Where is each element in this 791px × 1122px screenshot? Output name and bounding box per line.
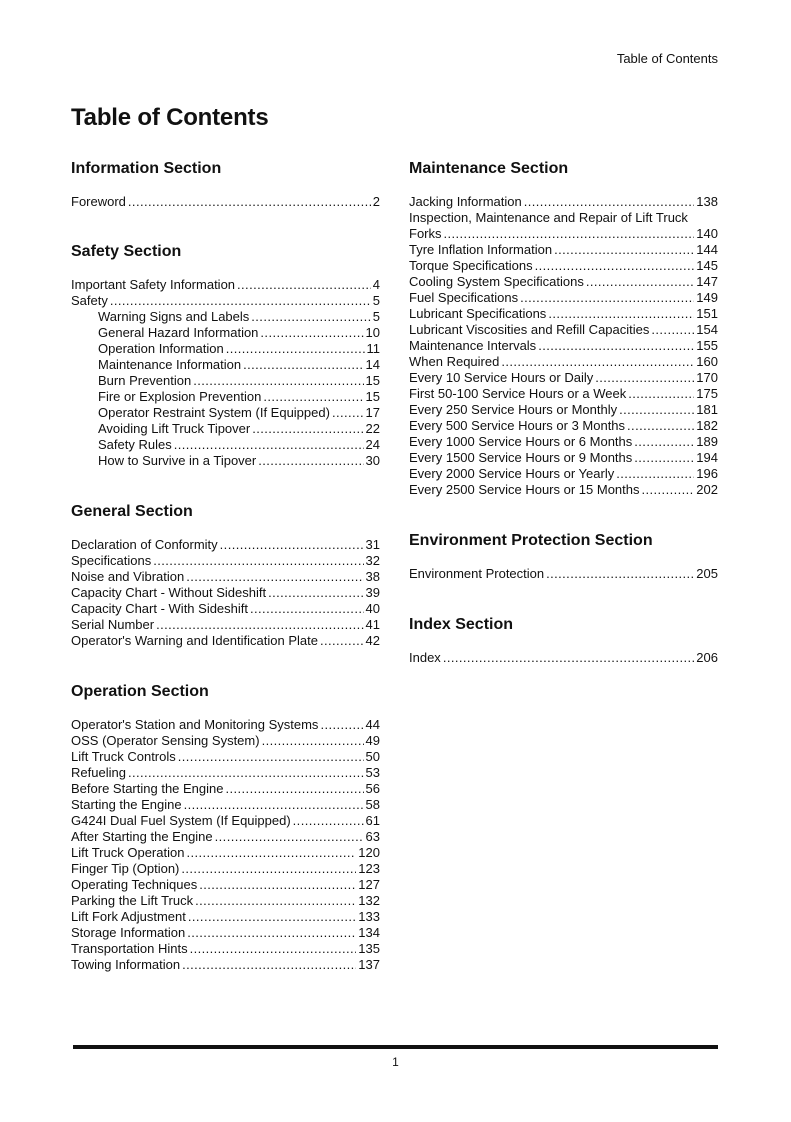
toc-entry-label: Torque Specifications — [409, 258, 533, 273]
toc-entry-page: 58 — [365, 797, 380, 812]
toc-entry-label: Every 1000 Service Hours or 6 Months — [409, 434, 633, 449]
toc-entry-page: 22 — [365, 421, 380, 436]
toc-entry-list — [71, 194, 380, 210]
dot-leader — [443, 650, 694, 666]
toc-entry[interactable] — [71, 941, 380, 957]
toc-entry-label: Serial Number — [71, 617, 155, 632]
section-spacer — [71, 469, 380, 502]
toc-entry-list — [409, 650, 718, 666]
dot-leader — [546, 566, 694, 582]
toc-entry-label: Maintenance Information — [98, 357, 242, 372]
toc-entry[interactable] — [409, 322, 718, 338]
toc-entry[interactable] — [409, 242, 718, 258]
section-heading: Safety Section — [71, 243, 182, 260]
toc-entry-page: 30 — [365, 453, 380, 468]
toc-entry-label: Every 500 Service Hours or 3 Months — [409, 418, 626, 433]
toc-entry[interactable] — [71, 405, 380, 421]
toc-entry-label: Capacity Chart - With Sideshift — [71, 601, 249, 616]
dot-leader — [444, 226, 695, 242]
toc-entry[interactable] — [409, 402, 718, 418]
toc-entry[interactable] — [409, 370, 718, 386]
toc-entry[interactable] — [71, 829, 380, 845]
dot-leader — [595, 370, 694, 386]
toc-section-safety-section — [71, 242, 380, 469]
toc-entry[interactable] — [71, 569, 380, 585]
toc-entry-label: Every 1500 Service Hours or 9 Months — [409, 450, 633, 465]
toc-entry[interactable] — [71, 341, 380, 357]
toc-entry-label: Foreword — [71, 194, 126, 209]
toc-entry-page: 137 — [358, 957, 380, 972]
toc-entry[interactable] — [71, 357, 380, 373]
toc-entry[interactable] — [71, 453, 380, 469]
footer-rule — [73, 1045, 718, 1049]
dot-leader — [156, 617, 363, 633]
toc-entry-label: Lift Fork Adjustment — [71, 909, 186, 924]
dot-leader — [619, 402, 694, 418]
toc-entry[interactable] — [71, 437, 380, 453]
toc-entry-page: 56 — [365, 781, 380, 796]
toc-entry[interactable] — [409, 434, 718, 450]
toc-entry-page: 181 — [696, 402, 718, 417]
toc-section-maintenance-section — [409, 159, 718, 498]
toc-entry-label: Noise and Vibration — [71, 569, 185, 584]
dot-leader — [186, 569, 363, 585]
toc-entry[interactable] — [71, 633, 380, 649]
toc-entry-page: 135 — [358, 941, 380, 956]
toc-entry-page: 17 — [365, 405, 380, 420]
toc-entry-label: OSS (Operator Sensing System) — [71, 733, 260, 748]
dot-leader — [181, 861, 356, 877]
toc-entry-page: 4 — [372, 277, 380, 292]
toc-entry-page: 15 — [365, 389, 380, 404]
toc-entry-label: Transportation Hints — [71, 941, 188, 956]
dot-leader — [243, 357, 363, 373]
section-heading: Information Section — [71, 160, 222, 177]
toc-entry-label: Maintenance Intervals — [409, 338, 537, 353]
dot-leader — [627, 418, 694, 434]
section-spacer — [71, 649, 380, 682]
toc-entry-page: 175 — [696, 386, 718, 401]
toc-entry-label: Safety Rules — [98, 437, 172, 452]
toc-entry[interactable] — [71, 749, 380, 765]
toc-entry[interactable] — [71, 861, 380, 877]
toc-entry[interactable] — [71, 765, 380, 781]
toc-entry[interactable] — [71, 309, 380, 325]
toc-entry-page: 10 — [365, 325, 380, 340]
toc-entry-label: Every 10 Service Hours or Daily — [409, 370, 594, 385]
dot-leader — [184, 797, 364, 813]
toc-entry-label: Before Starting the Engine — [71, 781, 224, 796]
dot-leader — [535, 258, 695, 274]
toc-entry-page: 120 — [358, 845, 380, 860]
toc-entry-label: Warning Signs and Labels — [98, 309, 250, 324]
dot-leader — [538, 338, 694, 354]
toc-entry-page: 170 — [696, 370, 718, 385]
toc-entry[interactable] — [409, 650, 718, 666]
toc-entry-label: Finger Tip (Option) — [71, 861, 180, 876]
dot-leader — [250, 601, 364, 617]
toc-entry-label: Parking the Lift Truck — [71, 893, 194, 908]
toc-entry-page: 2 — [372, 194, 380, 209]
toc-entry[interactable] — [71, 909, 380, 925]
toc-entry-page: 194 — [696, 450, 718, 465]
toc-entry-page: 145 — [696, 258, 718, 273]
dot-leader — [642, 482, 695, 498]
toc-entry-label: Starting the Engine — [71, 797, 182, 812]
toc-entry[interactable] — [71, 813, 380, 829]
toc-entry[interactable] — [71, 797, 380, 813]
dot-leader — [262, 733, 364, 749]
toc-entry-label: After Starting the Engine — [71, 829, 213, 844]
dot-leader — [128, 194, 371, 210]
toc-entry-list — [71, 537, 380, 649]
toc-entry[interactable] — [409, 482, 718, 498]
toc-entry-label: Every 250 Service Hours or Monthly — [409, 402, 618, 417]
toc-entry-label: Operation Information — [98, 341, 224, 356]
toc-entry-label: G424I Dual Fuel System (If Equipped) — [71, 813, 291, 828]
dot-leader — [237, 277, 371, 293]
toc-entry-label: Cooling System Specifications — [409, 274, 584, 289]
toc-entry[interactable] — [409, 258, 718, 274]
toc-entry-label: Lubricant Viscosities and Refill Capacities — [409, 322, 650, 337]
section-heading: Operation Section — [71, 683, 209, 700]
toc-entry[interactable] — [71, 717, 380, 733]
toc-entry-label: Every 2500 Service Hours or 15 Months — [409, 482, 640, 497]
toc-entry-page: 151 — [696, 306, 718, 321]
dot-leader — [651, 322, 694, 338]
toc-entry-label: Safety — [71, 293, 108, 308]
toc-entry-continuation — [409, 226, 718, 242]
toc-section-general-section — [71, 502, 380, 649]
toc-entry[interactable] — [71, 925, 380, 941]
toc-entry[interactable] — [71, 325, 380, 341]
dot-leader — [215, 829, 364, 845]
toc-entry-label: How to Survive in a Tipover — [98, 453, 257, 468]
toc-entry[interactable] — [71, 893, 380, 909]
toc-entry-page: 196 — [696, 466, 718, 481]
toc-entry-page: 42 — [365, 633, 380, 648]
toc-entry[interactable] — [409, 450, 718, 466]
dot-leader — [174, 437, 364, 453]
toc-entry[interactable] — [409, 354, 718, 370]
dot-leader — [186, 845, 356, 861]
toc-entry-label: Important Safety Information — [71, 277, 236, 292]
toc-section-information-section — [71, 159, 380, 210]
section-spacer — [409, 498, 718, 531]
toc-entry[interactable] — [71, 537, 380, 553]
toc-entry-label: Operator's Warning and Identification Plate — [71, 633, 318, 648]
toc-section-environment-protection-section — [409, 531, 718, 582]
toc-entry-label: Every 2000 Service Hours or Yearly — [409, 466, 615, 481]
toc-entry-page: 205 — [696, 566, 718, 581]
dot-leader — [193, 373, 363, 389]
toc-entry-page: 154 — [696, 322, 718, 337]
left-column — [71, 159, 380, 973]
toc-entry-list — [409, 194, 718, 498]
toc-entry-page: 40 — [365, 601, 380, 616]
dot-leader — [188, 909, 356, 925]
toc-entry-label: Specifications — [71, 553, 152, 568]
toc-entry-label: Forks — [409, 226, 442, 241]
toc-entry[interactable] — [409, 338, 718, 354]
toc-entry-label: Burn Prevention — [98, 373, 192, 388]
toc-entry-label: General Hazard Information — [98, 325, 259, 340]
toc-entry[interactable] — [71, 617, 380, 633]
toc-entry-page: 24 — [365, 437, 380, 452]
dot-leader — [332, 405, 364, 421]
dot-leader — [251, 309, 370, 325]
toc-entry-page: 138 — [696, 194, 718, 209]
section-spacer — [71, 210, 380, 242]
toc-entry-page: 61 — [365, 813, 380, 828]
dot-leader — [226, 341, 365, 357]
toc-entry-label: Lift Truck Operation — [71, 845, 185, 860]
toc-entry[interactable] — [71, 389, 380, 405]
toc-entry-page: 206 — [696, 650, 718, 665]
toc-entry[interactable] — [71, 293, 380, 309]
toc-entry[interactable] — [409, 306, 718, 322]
toc-entry[interactable] — [71, 553, 380, 569]
dot-leader — [153, 553, 363, 569]
toc-entry[interactable] — [71, 877, 380, 893]
toc-entry-page: 44 — [365, 717, 380, 732]
dot-leader — [586, 274, 694, 290]
page-title: Table of Contents — [71, 104, 269, 131]
dot-leader — [252, 421, 363, 437]
toc-entry[interactable] — [409, 386, 718, 402]
toc-entry-page: 39 — [365, 585, 380, 600]
toc-entry-page: 127 — [358, 877, 380, 892]
toc-entry-list — [71, 277, 380, 469]
toc-entry-label: Refueling — [71, 765, 126, 780]
toc-entry[interactable] — [409, 194, 718, 210]
section-heading: General Section — [71, 503, 193, 520]
toc-section-index-section — [409, 615, 718, 666]
dot-leader — [199, 877, 356, 893]
toc-entry[interactable] — [71, 277, 380, 293]
toc-entry-page: 5 — [372, 293, 380, 308]
dot-leader — [263, 389, 363, 405]
toc-entry-page: 38 — [365, 569, 380, 584]
dot-leader — [320, 717, 363, 733]
toc-entry-page: 144 — [696, 242, 718, 257]
dot-leader — [187, 925, 356, 941]
toc-entry[interactable] — [71, 957, 380, 973]
toc-entry-label: Operator Restraint System (If Equipped) — [98, 405, 330, 420]
toc-entry-page: 123 — [358, 861, 380, 876]
dot-leader — [258, 453, 363, 469]
toc-entry-page: 50 — [365, 749, 380, 764]
toc-entry-label: Fire or Explosion Prevention — [98, 389, 262, 404]
toc-entry[interactable] — [71, 194, 380, 210]
section-heading: Index Section — [409, 616, 514, 633]
toc-entry[interactable] — [71, 373, 380, 389]
dot-leader — [220, 537, 364, 553]
toc-entry-page: 53 — [365, 765, 380, 780]
dot-leader — [110, 293, 371, 309]
dot-leader — [178, 749, 364, 765]
toc-entry-page: 160 — [696, 354, 718, 369]
toc-entry-page: 11 — [366, 341, 380, 356]
toc-entry-label: Towing Information — [71, 957, 181, 972]
dot-leader — [501, 354, 694, 370]
toc-entry-page: 155 — [696, 338, 718, 353]
toc-entry[interactable] — [71, 733, 380, 749]
toc-entry-label: Capacity Chart - Without Sideshift — [71, 585, 267, 600]
toc-entry-page: 41 — [365, 617, 380, 632]
dot-leader — [634, 450, 694, 466]
dot-leader — [195, 893, 356, 909]
dot-leader — [548, 306, 694, 322]
running-header: Table of Contents — [616, 51, 718, 66]
toc-entry-label-line1: Inspection, Maintenance and Repair of Lift Truck — [409, 210, 688, 225]
toc-entry-page: 14 — [365, 357, 380, 372]
toc-entry-page: 49 — [365, 733, 380, 748]
dot-leader — [268, 585, 363, 601]
toc-entry[interactable] — [71, 781, 380, 797]
toc-entry[interactable] — [409, 290, 718, 306]
toc-entry-page: 149 — [696, 290, 718, 305]
toc-entry-page: 182 — [696, 418, 718, 433]
toc-entry[interactable] — [71, 585, 380, 601]
toc-entry[interactable] — [71, 601, 380, 617]
toc-entry[interactable] — [71, 845, 380, 861]
dot-leader — [226, 781, 364, 797]
toc-entry-label: Storage Information — [71, 925, 186, 940]
section-heading: Maintenance Section — [409, 160, 569, 177]
dot-leader — [616, 466, 694, 482]
toc-entry-label: Tyre Inflation Information — [409, 242, 553, 257]
toc-entry-page: 147 — [696, 274, 718, 289]
dot-leader — [628, 386, 694, 402]
toc-entry-page: 202 — [696, 482, 718, 497]
page-number: 1 — [392, 1055, 399, 1069]
toc-entry-page: 134 — [358, 925, 380, 940]
dot-leader — [190, 941, 357, 957]
toc-entry-label: When Required — [409, 354, 500, 369]
toc-entry[interactable] — [409, 274, 718, 290]
toc-entry-page: 189 — [696, 434, 718, 449]
toc-entry-page: 140 — [696, 226, 718, 241]
toc-entry-label: Index — [409, 650, 441, 665]
section-heading: Environment Protection Section — [409, 532, 653, 549]
toc-entry-label: Declaration of Conformity — [71, 537, 218, 552]
toc-entry[interactable] — [409, 466, 718, 482]
dot-leader — [634, 434, 694, 450]
dot-leader — [182, 957, 356, 973]
toc-entry-label: Environment Protection — [409, 566, 545, 581]
toc-entry-label: Jacking Information — [409, 194, 522, 209]
toc-entry-label: Operator's Station and Monitoring Systems — [71, 717, 319, 732]
toc-entry-list — [71, 717, 380, 973]
toc-entry-label: Fuel Specifications — [409, 290, 519, 305]
dot-leader — [554, 242, 694, 258]
dot-leader — [128, 765, 364, 781]
dot-leader — [320, 633, 364, 649]
section-spacer — [409, 582, 718, 615]
dot-leader — [293, 813, 364, 829]
toc-entry-page: 15 — [365, 373, 380, 388]
toc-entry-list — [409, 566, 718, 582]
toc-entry[interactable] — [409, 566, 718, 582]
toc-entry[interactable] — [409, 210, 718, 242]
toc-entry-page: 32 — [365, 553, 380, 568]
toc-entry-label: Avoiding Lift Truck Tipover — [98, 421, 251, 436]
toc-entry[interactable] — [409, 418, 718, 434]
toc-entry-page: 132 — [358, 893, 380, 908]
toc-section-operation-section — [71, 682, 380, 973]
dot-leader — [524, 194, 695, 210]
toc-entry-label: Lubricant Specifications — [409, 306, 547, 321]
toc-entry-page: 133 — [358, 909, 380, 924]
toc-entry-label: Operating Techniques — [71, 877, 198, 892]
toc-entry-page: 63 — [365, 829, 380, 844]
dot-leader — [260, 325, 363, 341]
toc-entry[interactable] — [71, 421, 380, 437]
toc-entry-label: Lift Truck Controls — [71, 749, 176, 764]
right-column — [409, 159, 718, 666]
toc-entry-label: First 50-100 Service Hours or a Week — [409, 386, 627, 401]
toc-entry-page: 5 — [372, 309, 380, 324]
dot-leader — [520, 290, 694, 306]
toc-entry-page: 31 — [365, 537, 380, 552]
